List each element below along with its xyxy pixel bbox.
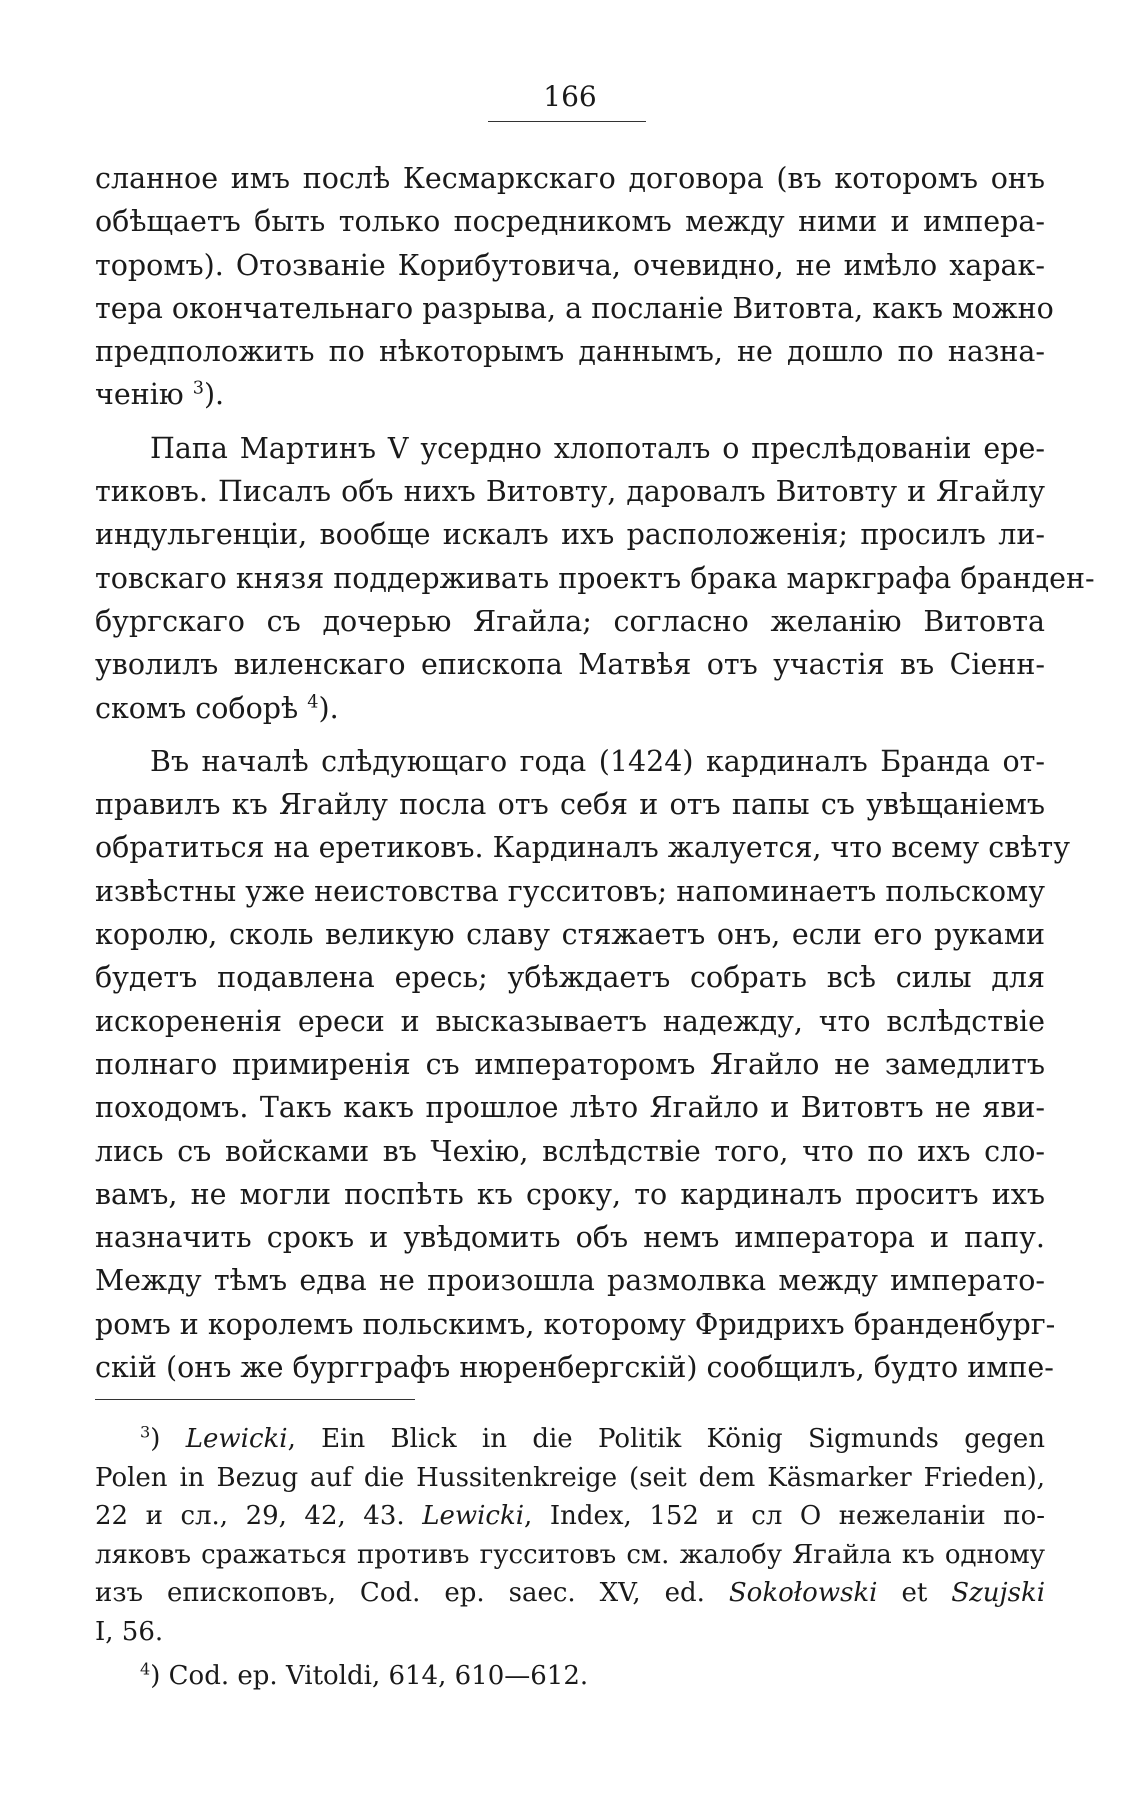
footnote-4: [95, 1657, 1045, 1696]
text-line: предположить по нѣкоторымъ даннымъ, не дошло по назна-: [95, 335, 1045, 369]
text-line: правилъ къ Ягайлу посла отъ себя и отъ папы съ увѣщаніемъ: [95, 788, 1045, 822]
text-line: тиковъ. Писалъ объ нихъ Витовту, даровалъ Витовту и Ягайлу: [95, 475, 1045, 509]
text-line: индульгенціи, вообще искалъ ихъ расположенія; просилъ ли-: [95, 518, 1045, 552]
footnote-marker: 4: [140, 1659, 151, 1679]
text-line: извѣстны уже неистовства гусситовъ; напоминаетъ польскому: [95, 874, 1045, 908]
author-name: Lewicki: [185, 1424, 288, 1454]
footnote-ref: 3: [192, 378, 204, 399]
author-name: Lewicki: [422, 1501, 525, 1531]
text-line: [95, 373, 1045, 416]
text-line: обѣщаетъ быть только посредникомъ между ними и импера-: [95, 205, 1045, 239]
text-line: ляковъ сражаться противъ гусситовъ см. жалобу Ягайла къ одному: [95, 1539, 1045, 1570]
text-line: тера окончательнаго разрыва, а посланіе Витовта, какъ можно: [95, 291, 1054, 325]
text-fragment: ченію: [95, 378, 184, 412]
footnotes: [95, 1420, 1045, 1696]
text-line: назначить срокъ и увѣдомить объ немъ императора и папу.: [95, 1221, 1045, 1255]
main-text: [95, 157, 1095, 1389]
text-fragment: 22 и сл., 29, 42, 43.: [95, 1501, 405, 1531]
editor-name: Szujski: [951, 1578, 1046, 1608]
text-line: сланное имъ послѣ Кесмаркскаго договора (въ которомъ онъ: [95, 162, 1045, 195]
text-line: походомъ. Такъ какъ прошлое лѣто Ягайло и Витовтъ не яви-: [95, 1091, 1045, 1125]
text-line: ромъ и королемъ польскимъ, которому Фридрихъ бранденбург-: [95, 1307, 1056, 1341]
text-fragment: et: [901, 1578, 928, 1608]
text-line: Polen in Bezug auf die Hussitenkreige (seit dem Käsmarker Frieden),: [95, 1462, 1045, 1493]
text-line: обратиться на еретиковъ. Кардиналъ жалуется, что всему свѣту: [95, 831, 1070, 865]
page-number-rule: [488, 121, 646, 122]
editor-name: Sokołowski: [728, 1578, 878, 1608]
text-line: [95, 1574, 1045, 1613]
footnote-rule: [95, 1399, 415, 1400]
text-line: бургскаго съ дочерью Ягайла; согласно желанію Витовта: [95, 604, 1045, 638]
text-line: товскаго князя поддерживать проектъ брака маркграфа бранден-: [95, 561, 1095, 595]
footnote-marker: 3: [140, 1422, 151, 1442]
text-line: I, 56.: [95, 1616, 164, 1647]
text-line: искорененія ереси и высказываетъ надежду, что вслѣдствіе: [95, 1004, 1045, 1038]
text-line: вамъ, не могли поспѣть къ сроку, то кардиналъ проситъ ихъ: [95, 1177, 1045, 1211]
text-fragment: изъ епископовъ, Cod. ep. saec. XV, ed.: [95, 1578, 705, 1608]
text-line: $^3$) Lewicki, Ein Blick in die Politik König Sigmunds gegen: [140, 1422, 1045, 1454]
text-line: [95, 687, 1045, 730]
text-line: полнаго примиренія съ императоромъ Ягайло не замедлитъ: [95, 1047, 1045, 1081]
text-fragment: ).: [203, 378, 225, 412]
text-line: [95, 1497, 1045, 1536]
text-line: скій (онъ же бургграфъ нюренбергскій) сообщилъ, будто импе-: [95, 1351, 1054, 1385]
text-line: Папа Мартинъ V усердно хлопоталъ о преслѣдованіи ере-: [150, 431, 1045, 465]
footnote-ref: 4: [307, 692, 319, 713]
text-fragment: ).: [318, 691, 339, 725]
text-line: Въ началѣ слѣдующаго года (1424) кардиналъ Бранда от-: [150, 744, 1045, 778]
text-line: королю, сколь великую славу стяжаетъ онъ, если его руками: [95, 918, 1045, 952]
footnote-3: [95, 1420, 1045, 1651]
paragraph-1: [95, 157, 1054, 417]
text-line: уволилъ виленскаго епископа Матвѣя отъ участія въ Сіенн-: [95, 648, 1045, 682]
paragraph-2: [95, 427, 1095, 730]
text-fragment: скомъ соборѣ: [95, 691, 299, 725]
page-number: 166: [543, 80, 597, 113]
text-line: [95, 1657, 1045, 1696]
text-line: Между тѣмъ едва не произошла размолвка между императо-: [95, 1264, 1045, 1298]
text-line: лись съ войсками въ Чехію, вслѣдствіе того, что по ихъ сло-: [95, 1134, 1045, 1168]
text-line: будетъ подавлена ересь; убѣждаетъ собрать всѣ силы для: [95, 961, 1045, 995]
text-line: торомъ). Отозваніе Корибутовича, очевидно, не имѣло харак-: [95, 248, 1045, 282]
text-fragment: , Index, 152 и сл О нежеланіи по-: [524, 1501, 1046, 1531]
paragraph-3: [95, 740, 1070, 1389]
text-fragment: , Ein Blick in die Politik König Sigmunds gegen: [287, 1424, 1045, 1454]
text-fragment: ) Cod. ep. Vitoldi, 614, 610—612.: [150, 1661, 589, 1691]
